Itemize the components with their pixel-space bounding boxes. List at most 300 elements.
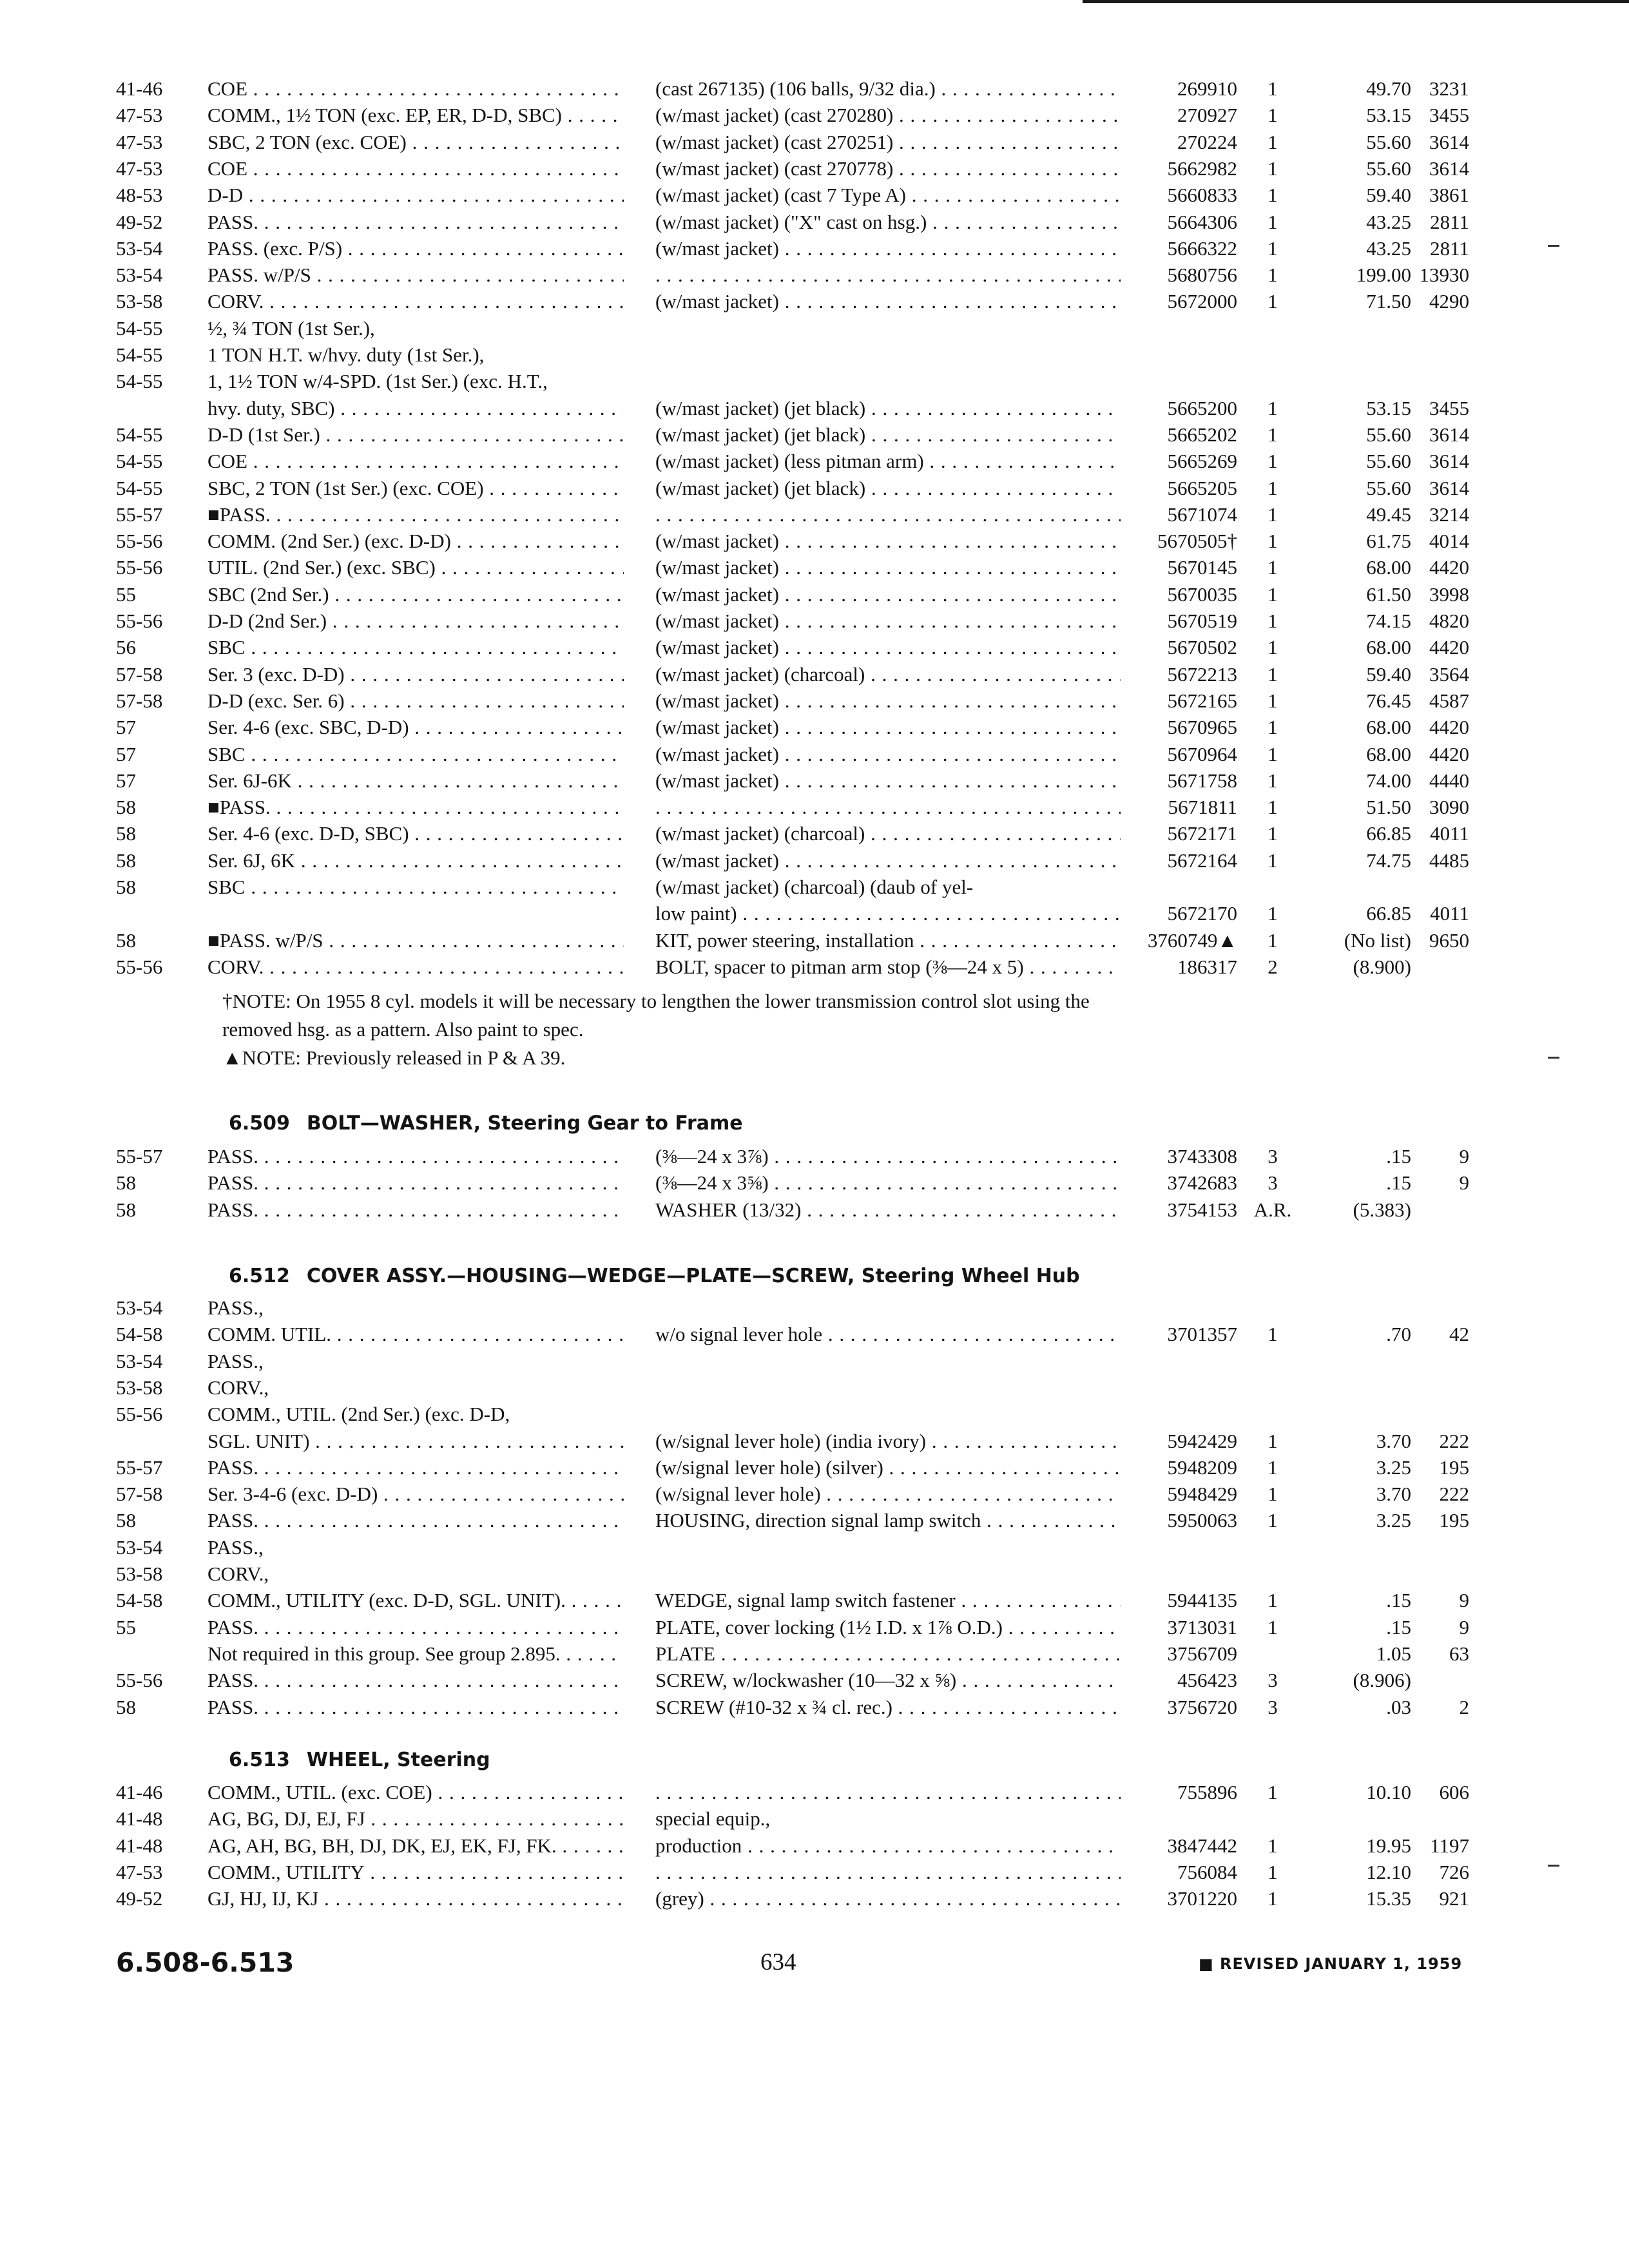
list-price bbox=[1302, 1806, 1411, 1832]
description: (cast 267135) (106 balls, 9/32 dia.) . . . bbox=[655, 76, 1121, 102]
weight: 3998 bbox=[1429, 583, 1469, 606]
quantity bbox=[1237, 369, 1308, 394]
group-number: 6.512 bbox=[229, 1265, 290, 1287]
description: BOLT, spacer to pitman arm stop (⅜—24 x 5) . . . bbox=[655, 954, 1121, 980]
quantity: 1 bbox=[1268, 477, 1278, 499]
model: COMM., UTILITY . . . bbox=[207, 1860, 624, 1885]
model-years: 55-56 bbox=[116, 1669, 163, 1691]
list-price bbox=[1302, 1561, 1411, 1587]
model: SBC (2nd Ser.) . . . bbox=[207, 582, 624, 608]
list-price: 59.40 bbox=[1366, 184, 1411, 206]
model: D-D (exc. Ser. 6) . . . bbox=[207, 688, 624, 714]
weight: 4420 bbox=[1429, 636, 1469, 658]
model-years bbox=[116, 396, 206, 421]
list-price bbox=[1302, 1535, 1411, 1561]
quantity: A.R. bbox=[1253, 1198, 1292, 1221]
part-number bbox=[1121, 1401, 1237, 1427]
table-row bbox=[0, 209, 1629, 235]
table-row bbox=[0, 156, 1629, 182]
model-years: 53-58 bbox=[116, 1376, 163, 1399]
weight bbox=[1411, 1667, 1469, 1693]
table-row bbox=[0, 1197, 1629, 1223]
quantity: 1 bbox=[1268, 1887, 1278, 1910]
model: PASS. . . . bbox=[207, 1197, 624, 1223]
model-years: 49-52 bbox=[116, 211, 163, 233]
list-price: 53.15 bbox=[1366, 397, 1411, 419]
list-price: 53.15 bbox=[1366, 104, 1411, 126]
weight: 42 bbox=[1449, 1323, 1469, 1345]
part-number: 5948429 bbox=[1167, 1483, 1237, 1505]
table-row bbox=[0, 1144, 1629, 1169]
quantity: 1 bbox=[1268, 610, 1278, 632]
quantity bbox=[1237, 1349, 1308, 1374]
model-years: 53-58 bbox=[116, 1562, 163, 1585]
part-number: 5665269 bbox=[1167, 450, 1237, 472]
quantity: 1 bbox=[1268, 769, 1278, 792]
model: SBC . . . bbox=[207, 742, 624, 767]
model: COE . . . bbox=[207, 156, 624, 182]
description: special equip., bbox=[655, 1807, 771, 1830]
model-years: 41-46 bbox=[116, 77, 163, 100]
footer-revised-date: ■ REVISED JANUARY 1, 1959 bbox=[1199, 1955, 1463, 1973]
list-price bbox=[1302, 316, 1411, 341]
table-row bbox=[0, 1667, 1629, 1693]
description: (w/mast jacket) (cast 7 Type A) . . . bbox=[655, 182, 1121, 208]
table-row bbox=[0, 901, 1629, 927]
model-years: 54-58 bbox=[116, 1589, 163, 1611]
table-row bbox=[0, 1833, 1629, 1859]
list-price: 71.50 bbox=[1366, 290, 1411, 312]
table-row bbox=[0, 448, 1629, 474]
model-years: 47-53 bbox=[116, 104, 163, 126]
group-heading bbox=[229, 1112, 743, 1135]
list-price: 10.10 bbox=[1366, 1781, 1411, 1803]
quantity bbox=[1237, 1806, 1308, 1832]
model: SBC . . . bbox=[207, 874, 624, 900]
description: (w/mast jacket) . . . bbox=[655, 555, 1121, 581]
model-years: 49-52 bbox=[116, 1887, 163, 1910]
model: PASS. (exc. P/S) . . . bbox=[207, 236, 624, 262]
weight: 921 bbox=[1439, 1887, 1469, 1910]
list-price: (8.900) bbox=[1353, 956, 1411, 978]
list-price: 3.70 bbox=[1376, 1483, 1411, 1505]
model: D-D . . . bbox=[207, 182, 624, 208]
table-row bbox=[0, 1561, 1629, 1587]
list-price: 68.00 bbox=[1366, 636, 1411, 658]
quantity: 1 bbox=[1268, 1323, 1278, 1345]
model: CORV., bbox=[207, 1376, 269, 1399]
weight: 4420 bbox=[1429, 716, 1469, 738]
quantity: 3 bbox=[1268, 1669, 1278, 1691]
description bbox=[655, 1535, 1121, 1561]
quantity: 1 bbox=[1268, 716, 1278, 738]
part-number: 5680756 bbox=[1167, 264, 1237, 286]
part-number: 3756720 bbox=[1167, 1696, 1237, 1718]
description: (w/mast jacket) (charcoal) . . . bbox=[655, 821, 1121, 847]
list-price: 68.00 bbox=[1366, 743, 1411, 765]
weight: 4440 bbox=[1429, 769, 1469, 792]
part-number bbox=[1121, 1806, 1237, 1832]
table-row bbox=[0, 102, 1629, 128]
quantity: 1 bbox=[1268, 849, 1278, 872]
quantity: 1 bbox=[1268, 77, 1278, 100]
description: w/o signal lever hole . . . bbox=[655, 1321, 1121, 1347]
part-number: 3743308 bbox=[1167, 1145, 1237, 1168]
description: (w/mast jacket) (less pitman arm) . . . bbox=[655, 448, 1121, 474]
quantity: 1 bbox=[1268, 583, 1278, 606]
weight: 63 bbox=[1449, 1642, 1469, 1665]
model: SBC, 2 TON (exc. COE) . . . bbox=[207, 130, 624, 155]
table-row bbox=[0, 1695, 1629, 1720]
quantity: 1 bbox=[1268, 1834, 1278, 1857]
table-row bbox=[0, 1170, 1629, 1196]
weight bbox=[1411, 369, 1469, 394]
quantity bbox=[1237, 1401, 1308, 1427]
part-number: 3760749▲ bbox=[1147, 929, 1237, 952]
weight: 222 bbox=[1439, 1430, 1469, 1452]
model-years bbox=[116, 901, 206, 927]
table-row bbox=[0, 76, 1629, 102]
part-number: 5672171 bbox=[1167, 822, 1237, 845]
table-row bbox=[0, 1428, 1629, 1454]
model-years: 57 bbox=[116, 743, 136, 765]
model: Ser. 3-4-6 (exc. D-D) . . . bbox=[207, 1481, 624, 1507]
quantity: 3 bbox=[1268, 1145, 1278, 1168]
part-number: 5665202 bbox=[1167, 423, 1237, 446]
quantity: 1 bbox=[1268, 636, 1278, 658]
weight bbox=[1411, 1295, 1469, 1321]
weight: 3861 bbox=[1429, 184, 1469, 206]
weight: 2811 bbox=[1430, 211, 1469, 233]
group-title: WHEEL, Steering bbox=[306, 1749, 490, 1771]
table-row bbox=[0, 289, 1629, 314]
description: (w/mast jacket) . . . bbox=[655, 742, 1121, 767]
model-years: 54-58 bbox=[116, 1323, 163, 1345]
weight: 2 bbox=[1459, 1696, 1469, 1718]
list-price bbox=[1302, 1295, 1411, 1321]
part-number bbox=[1121, 1535, 1237, 1561]
table-row bbox=[0, 422, 1629, 448]
list-price: 74.15 bbox=[1366, 610, 1411, 632]
part-number: 5670505† bbox=[1157, 530, 1237, 552]
part-number: 270927 bbox=[1177, 104, 1237, 126]
part-number: 3847442 bbox=[1167, 1834, 1237, 1857]
part-number: 5664306 bbox=[1167, 211, 1237, 233]
weight: 9 bbox=[1459, 1589, 1469, 1611]
part-number bbox=[1121, 1295, 1237, 1321]
description: (w/mast jacket) . . . bbox=[655, 715, 1121, 740]
list-price: 1.05 bbox=[1376, 1642, 1411, 1665]
footer-page-number: 634 bbox=[760, 1949, 796, 1975]
quantity: 1 bbox=[1268, 1616, 1278, 1639]
margin-mark bbox=[1548, 245, 1559, 247]
table-row bbox=[0, 662, 1629, 687]
model-years: 55-57 bbox=[116, 503, 163, 526]
model-years: 53-54 bbox=[116, 237, 163, 260]
description bbox=[655, 1780, 1121, 1805]
weight: 195 bbox=[1439, 1509, 1469, 1532]
model-years: 57-58 bbox=[116, 1483, 163, 1505]
group-number: 6.509 bbox=[229, 1112, 290, 1135]
model: ½, ¾ TON (1st Ser.), bbox=[207, 317, 375, 340]
model-years: 58 bbox=[116, 1198, 136, 1221]
description: (w/mast jacket) . . . bbox=[655, 236, 1121, 262]
model: GJ, HJ, IJ, KJ . . . bbox=[207, 1886, 624, 1912]
description: (w/signal lever hole) (silver) . . . bbox=[655, 1455, 1121, 1481]
model-years: 55-57 bbox=[116, 1456, 163, 1479]
table-row bbox=[0, 1615, 1629, 1640]
model: SGL. UNIT) . . . bbox=[207, 1428, 624, 1454]
weight: 3231 bbox=[1429, 77, 1469, 100]
table-row bbox=[0, 1481, 1629, 1507]
part-number: 5665200 bbox=[1167, 397, 1237, 419]
table-row bbox=[0, 874, 1629, 900]
model: CORV., bbox=[207, 1562, 269, 1585]
list-price bbox=[1302, 1375, 1411, 1401]
model-years: 55-56 bbox=[116, 956, 163, 978]
description bbox=[655, 316, 1121, 341]
part-number: 5670035 bbox=[1167, 583, 1237, 606]
quantity: 1 bbox=[1268, 1456, 1278, 1479]
model-years: 53-54 bbox=[116, 1296, 163, 1319]
list-price: 51.50 bbox=[1366, 796, 1411, 818]
model: PASS., bbox=[207, 1350, 264, 1372]
list-price: 3.25 bbox=[1376, 1456, 1411, 1479]
list-price: .03 bbox=[1386, 1696, 1411, 1718]
table-row bbox=[0, 1321, 1629, 1347]
weight: 3090 bbox=[1429, 796, 1469, 818]
part-number: 5671758 bbox=[1167, 769, 1237, 792]
model-years: 55-56 bbox=[116, 556, 163, 579]
quantity bbox=[1237, 874, 1308, 900]
weight: 195 bbox=[1439, 1456, 1469, 1479]
description bbox=[655, 502, 1121, 528]
table-row bbox=[0, 236, 1629, 262]
quantity: 1 bbox=[1268, 530, 1278, 552]
description: (w/mast jacket) (cast 270251) . . . bbox=[655, 130, 1121, 155]
model-years: 55-56 bbox=[116, 610, 163, 632]
part-number: 5671811 bbox=[1168, 796, 1237, 818]
description bbox=[655, 1561, 1121, 1587]
description: (grey) . . . bbox=[655, 1886, 1121, 1912]
model: CORV. . . . bbox=[207, 289, 624, 314]
table-row bbox=[0, 768, 1629, 794]
model bbox=[207, 901, 624, 927]
part-number bbox=[1121, 1375, 1237, 1401]
model-years: 41-46 bbox=[116, 1781, 163, 1803]
list-price: 61.75 bbox=[1366, 530, 1411, 552]
description: (w/mast jacket) (jet black) . . . bbox=[655, 476, 1121, 501]
model-years: 58 bbox=[116, 849, 136, 872]
part-number: 3756709 bbox=[1167, 1642, 1237, 1665]
weight bbox=[1411, 1806, 1469, 1832]
list-price: 74.75 bbox=[1366, 849, 1411, 872]
model: COMM., 1½ TON (exc. EP, ER, D-D, SBC) . . . bbox=[207, 102, 624, 128]
model: Ser. 6J-6K . . . bbox=[207, 768, 624, 794]
weight: 2811 bbox=[1430, 237, 1469, 260]
list-price: .15 bbox=[1386, 1145, 1411, 1168]
model: COMM., UTIL. (exc. COE) . . . bbox=[207, 1780, 624, 1805]
list-price: 55.60 bbox=[1366, 157, 1411, 180]
quantity bbox=[1237, 1535, 1308, 1561]
part-number bbox=[1121, 316, 1237, 341]
group-number: 6.513 bbox=[229, 1749, 290, 1771]
quantity: 1 bbox=[1268, 131, 1278, 153]
list-price bbox=[1302, 369, 1411, 394]
weight: 4011 bbox=[1430, 822, 1469, 845]
weight: 3214 bbox=[1429, 503, 1469, 526]
model-years: 58 bbox=[116, 1171, 136, 1194]
table-row bbox=[0, 369, 1629, 394]
description bbox=[655, 262, 1121, 288]
part-number: 5948209 bbox=[1167, 1456, 1237, 1479]
group-heading bbox=[229, 1749, 490, 1771]
quantity: 1 bbox=[1268, 1861, 1278, 1883]
description: PLATE, cover locking (1½ I.D. x 1⅞ O.D.) . . . bbox=[655, 1615, 1121, 1640]
weight: 9 bbox=[1459, 1616, 1469, 1639]
quantity: 1 bbox=[1268, 104, 1278, 126]
model-years: 54-55 bbox=[116, 477, 163, 499]
part-number: 5670965 bbox=[1167, 716, 1237, 738]
quantity: 3 bbox=[1268, 1696, 1278, 1718]
table-row bbox=[0, 396, 1629, 421]
part-number: 3713031 bbox=[1167, 1616, 1237, 1639]
model-years: 55 bbox=[116, 1616, 136, 1639]
list-price bbox=[1302, 874, 1411, 900]
part-number: 5662982 bbox=[1167, 157, 1237, 180]
description: (w/mast jacket) (jet black) . . . bbox=[655, 396, 1121, 421]
model: Ser. 6J, 6K . . . bbox=[207, 848, 624, 874]
part-number: 5671074 bbox=[1167, 503, 1237, 526]
model-years bbox=[116, 1428, 206, 1454]
model: 1 TON H.T. w/hvy. duty (1st Ser.), bbox=[207, 343, 485, 366]
list-price: 76.45 bbox=[1366, 689, 1411, 712]
quantity: 1 bbox=[1268, 689, 1278, 712]
description: SCREW, w/lockwasher (10—32 x ⅝) . . . bbox=[655, 1667, 1121, 1693]
model: Not required in this group. See group 2.895. . . . bbox=[207, 1641, 624, 1667]
description: production . . . bbox=[655, 1833, 1121, 1859]
model-years: 57 bbox=[116, 716, 136, 738]
list-price: 43.25 bbox=[1366, 211, 1411, 233]
description: (w/mast jacket) (cast 270280) . . . bbox=[655, 102, 1121, 128]
description: (w/mast jacket) . . . bbox=[655, 528, 1121, 554]
table-row bbox=[0, 342, 1629, 368]
list-price: (No list) bbox=[1344, 929, 1411, 952]
weight: 9 bbox=[1459, 1145, 1469, 1168]
model: SBC . . . bbox=[207, 635, 624, 660]
model-years: 58 bbox=[116, 822, 136, 845]
table-row bbox=[0, 555, 1629, 581]
table-row bbox=[0, 1588, 1629, 1613]
quantity: 1 bbox=[1268, 902, 1278, 925]
list-price: 61.50 bbox=[1366, 583, 1411, 606]
weight bbox=[1411, 1375, 1469, 1401]
quantity: 1 bbox=[1268, 1509, 1278, 1532]
footnote: †NOTE: On 1955 8 cyl. models it will be necessary to lengthen the lower transmission control slot using the removed hsg. as a pattern. Also paint to spec. bbox=[222, 990, 1090, 1041]
weight: 3614 bbox=[1429, 131, 1469, 153]
weight: 3614 bbox=[1429, 423, 1469, 446]
quantity: 1 bbox=[1268, 743, 1278, 765]
model-years: 54-55 bbox=[116, 343, 163, 366]
table-row bbox=[0, 742, 1629, 767]
part-number bbox=[1121, 1349, 1237, 1374]
weight: 726 bbox=[1439, 1861, 1469, 1883]
model: PASS. . . . bbox=[207, 1144, 624, 1169]
part-number: 3701357 bbox=[1167, 1323, 1237, 1345]
list-price: 43.25 bbox=[1366, 237, 1411, 260]
description: (w/mast jacket) . . . bbox=[655, 582, 1121, 608]
quantity: 1 bbox=[1268, 929, 1278, 952]
list-price: 49.45 bbox=[1366, 503, 1411, 526]
model: COE . . . bbox=[207, 448, 624, 474]
weight: 9650 bbox=[1429, 929, 1469, 952]
weight: 1197 bbox=[1430, 1834, 1469, 1857]
table-row bbox=[0, 848, 1629, 874]
part-number bbox=[1121, 369, 1237, 394]
part-number bbox=[1121, 1561, 1237, 1587]
table-row bbox=[0, 1806, 1629, 1832]
weight: 3455 bbox=[1429, 397, 1469, 419]
part-number: 755896 bbox=[1177, 1781, 1237, 1803]
quantity: 1 bbox=[1268, 157, 1278, 180]
model: PASS. . . . bbox=[207, 1170, 624, 1196]
model-years bbox=[116, 1641, 206, 1667]
group-title: BOLT—WASHER, Steering Gear to Frame bbox=[306, 1112, 743, 1135]
quantity: 1 bbox=[1268, 397, 1278, 419]
quantity: 2 bbox=[1268, 956, 1278, 978]
table-row bbox=[0, 1401, 1629, 1427]
table-row bbox=[0, 715, 1629, 740]
table-row bbox=[0, 635, 1629, 660]
weight: 606 bbox=[1439, 1781, 1469, 1803]
model-years: 58 bbox=[116, 796, 136, 818]
part-number: 5670145 bbox=[1167, 556, 1237, 579]
model: COMM., UTILITY (exc. D-D, SGL. UNIT). . . . bbox=[207, 1588, 624, 1613]
part-number: 5672165 bbox=[1167, 689, 1237, 712]
list-price: 55.60 bbox=[1366, 450, 1411, 472]
table-row bbox=[0, 928, 1629, 954]
quantity: 1 bbox=[1268, 1781, 1278, 1803]
part-number: 269910 bbox=[1177, 77, 1237, 100]
weight: 4820 bbox=[1429, 610, 1469, 632]
model: hvy. duty, SBC) . . . bbox=[207, 396, 624, 421]
description: (⅜—24 x 3⅝) . . . bbox=[655, 1170, 1121, 1196]
table-row bbox=[0, 821, 1629, 847]
table-row bbox=[0, 1886, 1629, 1912]
model: D-D (2nd Ser.) . . . bbox=[207, 608, 624, 634]
quantity bbox=[1237, 342, 1308, 368]
list-price bbox=[1302, 1401, 1411, 1427]
model-years: 53-54 bbox=[116, 1350, 163, 1372]
weight: 3564 bbox=[1429, 663, 1469, 686]
table-row bbox=[0, 1375, 1629, 1401]
model: SBC, 2 TON (1st Ser.) (exc. COE) . . . bbox=[207, 476, 624, 501]
quantity: 1 bbox=[1268, 796, 1278, 818]
model-years: 48-53 bbox=[116, 184, 163, 206]
list-price: 12.10 bbox=[1366, 1861, 1411, 1883]
list-price: .15 bbox=[1386, 1171, 1411, 1194]
model: D-D (1st Ser.) . . . bbox=[207, 422, 624, 448]
description: (w/mast jacket) ("X" cast on hsg.) . . . bbox=[655, 209, 1121, 235]
part-number: 3701220 bbox=[1167, 1887, 1237, 1910]
quantity: 3 bbox=[1268, 1171, 1278, 1194]
part-number: 5672164 bbox=[1167, 849, 1237, 872]
model-years: 47-53 bbox=[116, 131, 163, 153]
model-years: 41-48 bbox=[116, 1834, 163, 1857]
part-number: 456423 bbox=[1177, 1669, 1237, 1691]
description: (w/signal lever hole) . . . bbox=[655, 1481, 1121, 1507]
part-number: 5672170 bbox=[1167, 902, 1237, 925]
